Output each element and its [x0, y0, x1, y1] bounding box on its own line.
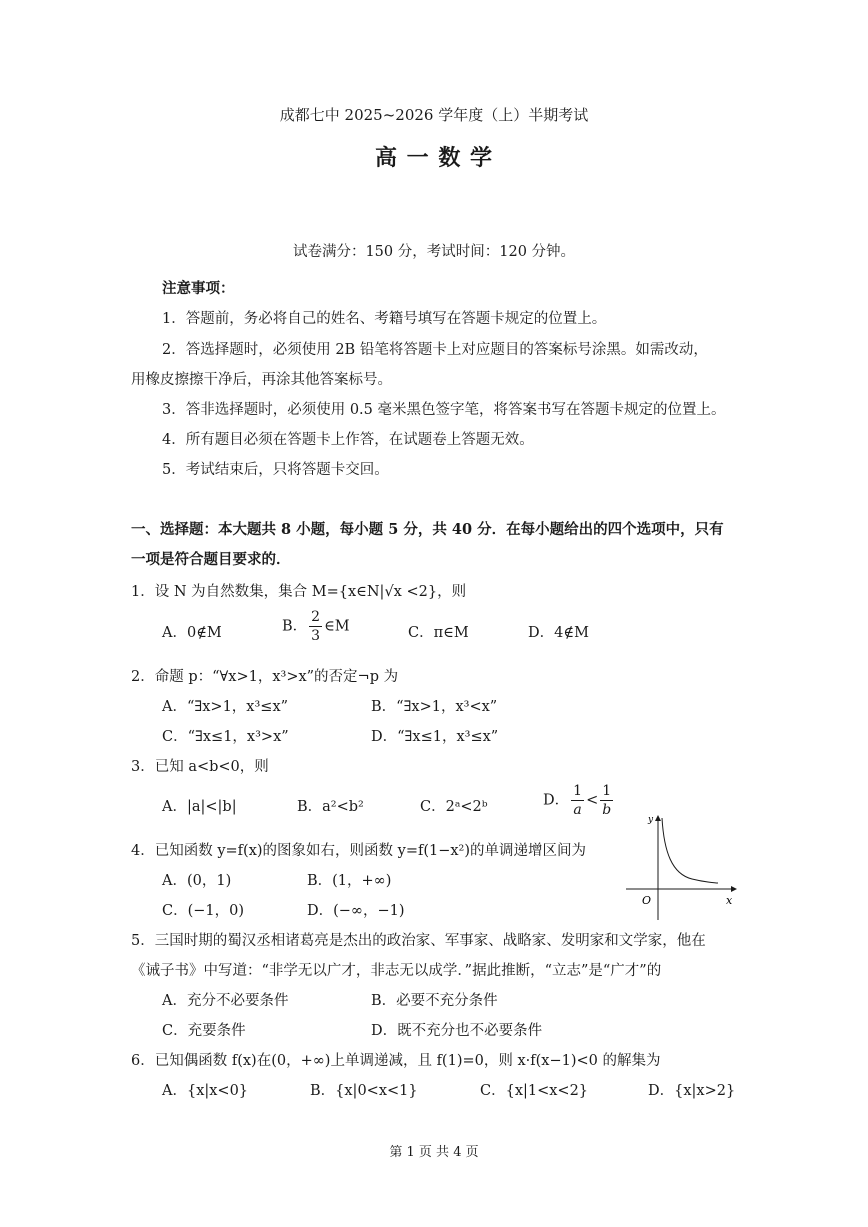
q5-option-c: C．充要条件 — [162, 1023, 246, 1039]
fraction: $\frac{2}{3}$ — [311, 609, 321, 644]
question-6-stem: 6．已知偶函数 f(x)在(0，+∞)上单调递减，且 f(1)=0，则 x·f(x−1)<0 的解集为 — [131, 1053, 661, 1069]
fraction: $\frac{1}{b}$ — [602, 783, 612, 818]
q4-option-b: B．(1，+∞) — [307, 873, 392, 889]
x-axis-label: x — [726, 894, 733, 907]
question-5-stem-continued: 《诫子书》中写道：“非学无以广才，非志无以成学．”据此推断，“立志”是“广才”的 — [131, 963, 662, 979]
q6-option-d: D．{x|x>2} — [648, 1083, 736, 1099]
note-item: 4．所有题目必须在答题卡上作答，在试题卷上答题无效。 — [162, 432, 534, 448]
q4-option-a: A．(0，1) — [162, 873, 232, 889]
q1-option-b-text: ∈M — [324, 618, 350, 635]
section-heading: 一、选择题：本大题共 8 小题，每小题 5 分，共 40 分．在每小题给出的四个选项中，只有 — [131, 521, 724, 538]
q2-option-a: A．“∃x>1，x³≤x” — [162, 699, 289, 715]
q1-option-d: D．4∉M — [528, 625, 589, 641]
q1-option-a: A．0∉M — [162, 625, 222, 641]
origin-label: O — [642, 894, 652, 907]
note-item: 5．考试结束后，只将答题卡交回。 — [162, 462, 389, 478]
note-item: 1．答题前，务必将自己的姓名、考籍号填写在答题卡规定的位置上。 — [162, 311, 607, 327]
q3-option-d-label: D． — [543, 792, 570, 809]
q3-option-a: A．|a|<|b| — [162, 799, 237, 815]
q5-option-a: A．充分不必要条件 — [162, 993, 289, 1009]
q1-option-c: C．π∈M — [408, 625, 469, 641]
question-3-stem: 3．已知 a<b<0，则 — [131, 759, 269, 775]
q4-option-d: D．(−∞，−1) — [307, 903, 405, 919]
note-item: 3．答非选择题时，必须使用 0.5 毫米黑色签字笔，将答案书写在答题卡规定的位置上。 — [162, 402, 726, 418]
q1-option-b — [282, 610, 350, 643]
page-footer: 第 1 页 共 4 页 — [389, 1145, 479, 1160]
exam-info: 试卷满分：150 分，考试时间：120 分钟。 — [292, 244, 576, 260]
notes-heading: 注意事项： — [162, 280, 235, 297]
q2-option-d: D．“∃x≤1，x³≤x” — [371, 729, 499, 745]
fraction: $\frac{1}{a}$ — [573, 783, 583, 818]
function-curve — [662, 818, 718, 883]
subject-title: 高 一 数 学 — [375, 145, 493, 171]
q1-option-b-label: B． — [282, 618, 308, 635]
note-item: 2．答选择题时，必须使用 2B 铅笔将答题卡上对应题目的答案标号涂黑。如需改动， — [162, 342, 708, 358]
q6-option-c: C．{x|1<x<2} — [480, 1083, 589, 1099]
q4-option-c: C．(−1，0) — [162, 903, 245, 919]
q5-option-b: B．必要不充分条件 — [371, 993, 498, 1009]
question-5-stem: 5．三国时期的蜀汉丞相诸葛亮是杰出的政治家、军事家、战略家、发明家和文学家，他在 — [131, 933, 706, 949]
q3-option-d: D． $\frac{1}{a}$ < $\frac{1}{b}$ — [543, 783, 612, 818]
q3-option-b: B．a²<b² — [297, 799, 364, 815]
section-heading-continued: 一项是符合题目要求的． — [131, 551, 291, 568]
question-2-stem: 2．命题 p：“∀x>1，x³>x”的否定¬p 为 — [131, 669, 399, 685]
q2-option-b: B．“∃x>1，x³<x” — [371, 699, 498, 715]
q6-option-b: B．{x|0<x<1} — [310, 1083, 418, 1099]
q2-option-c: C．“∃x≤1，x³>x” — [162, 729, 289, 745]
q5-option-d: D．既不充分也不必要条件 — [371, 1023, 543, 1039]
function-graph — [620, 812, 744, 924]
q6-option-a: A．{x|x<0} — [162, 1083, 249, 1099]
question-1-stem: 1．设 N 为自然数集，集合 M={x∈N|√x <2}，则 — [131, 584, 467, 600]
note-item-continued: 用橡皮擦擦干净后，再涂其他答案标号。 — [131, 372, 392, 388]
q3-option-c: C．2ᵃ<2ᵇ — [420, 799, 488, 815]
y-axis-label: y — [648, 815, 654, 825]
exam-title: 成都七中 2025~2026 学年度（上）半期考试 — [279, 106, 589, 124]
question-4-stem: 4．已知函数 y=f(x)的图象如右，则函数 y=f(1−x²)的单调递增区间为 — [131, 843, 587, 859]
